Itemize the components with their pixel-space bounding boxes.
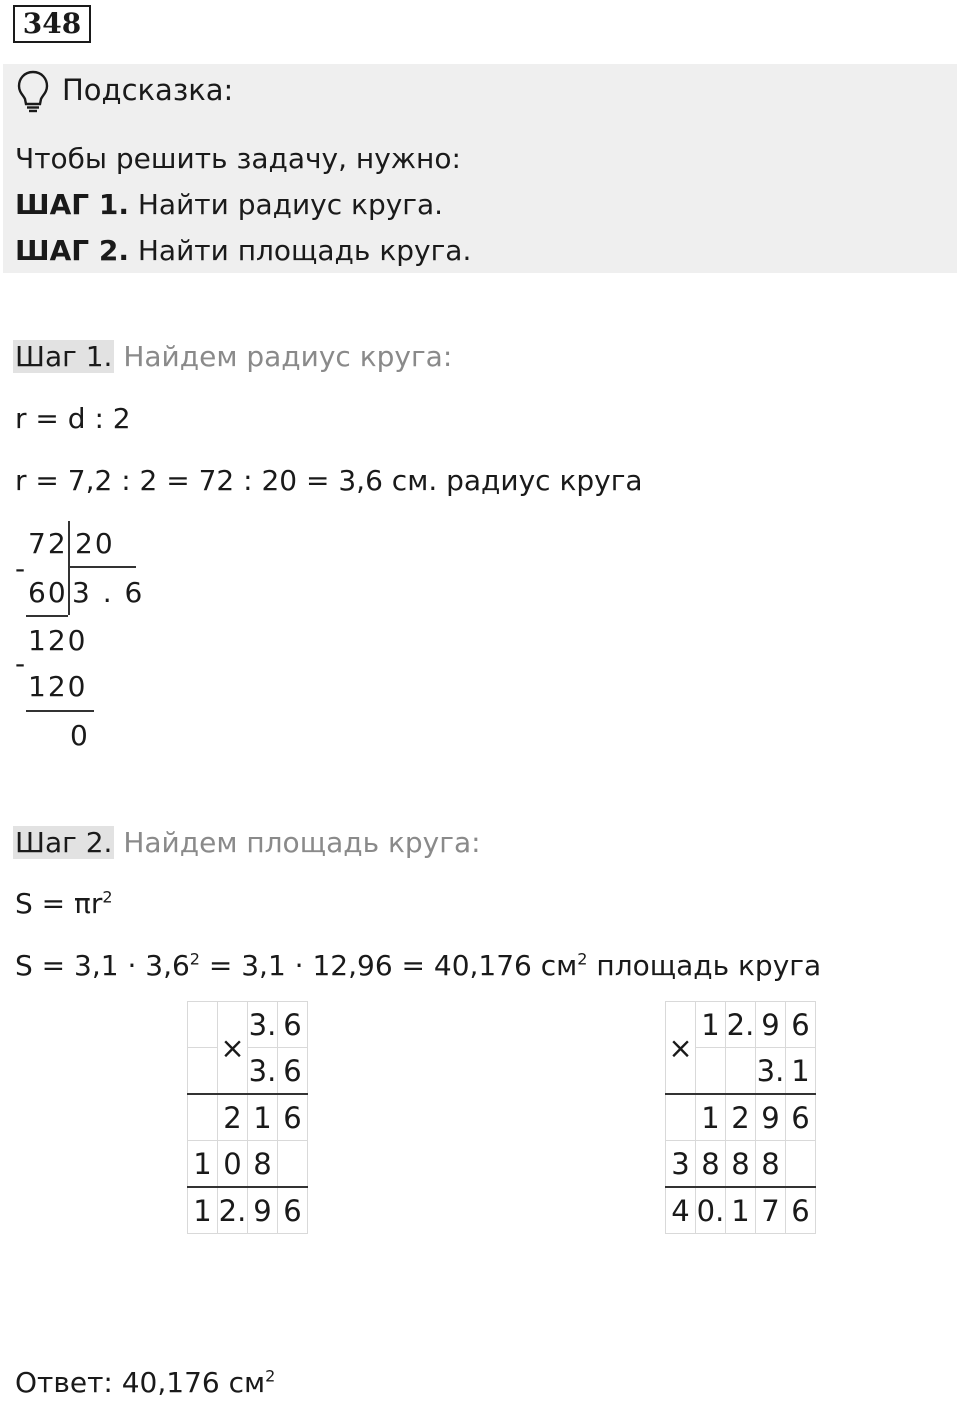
area-calc (15, 949, 821, 982)
division-rule-1 (26, 615, 68, 617)
division-divisor: 20 (75, 527, 115, 560)
grid-cell: 9 (756, 1094, 786, 1141)
exponent: 2 (102, 887, 113, 907)
division-subtrahend-2: 120 (28, 670, 88, 703)
area-calc-c: площадь круга (587, 949, 822, 982)
grid-cell: 1 (786, 1048, 816, 1095)
division-subtrahend-1: 60 (28, 576, 68, 609)
grid-cell: 3. (756, 1048, 786, 1095)
division-remainder-1: 120 (28, 624, 88, 657)
hint-step-1 (15, 188, 443, 221)
area-formula-main: S = πr (15, 887, 103, 920)
times-sign: × (218, 1002, 248, 1095)
grid-cell (696, 1048, 726, 1095)
grid-cell: 8 (726, 1141, 756, 1188)
grid-cell: 2 (218, 1094, 248, 1141)
step-label: Шаг 1. (15, 340, 113, 373)
step-label: Шаг 2. (15, 826, 113, 859)
hint-step-label: ШАГ 1. (15, 188, 129, 221)
division-bracket-horizontal (68, 566, 136, 568)
grid-cell: 1 (188, 1141, 218, 1188)
grid-cell (278, 1141, 308, 1188)
grid-cell: 6 (278, 1187, 308, 1234)
grid-cell: 8 (756, 1141, 786, 1188)
grid-cell: 9 (756, 1002, 786, 1048)
radius-formula: r = d : 2 (15, 402, 131, 435)
division-quotient: 3 . 6 (72, 576, 145, 609)
hint-title: Подсказка: (62, 73, 234, 107)
step2-heading (13, 826, 481, 859)
grid-cell (188, 1094, 218, 1141)
grid-cell: 6 (786, 1187, 816, 1234)
grid-cell: 7 (756, 1187, 786, 1234)
grid-cell: 8 (696, 1141, 726, 1188)
grid-cell: 2 (726, 1094, 756, 1141)
step-title: Найдем площадь круга: (114, 826, 481, 859)
grid-cell (188, 1002, 218, 1048)
grid-cell: 0 (218, 1141, 248, 1188)
grid-cell: 9 (248, 1187, 278, 1234)
grid-cell: 6 (786, 1002, 816, 1048)
step1-heading (13, 340, 452, 373)
grid-cell: 1 (696, 1094, 726, 1141)
exponent: 2 (577, 949, 588, 969)
area-calc-a: S = 3,1 · 3,6 (15, 949, 190, 982)
area-calc-b: = 3,1 · 12,96 = 40,176 см (199, 949, 578, 982)
grid-cell: 2. (726, 1002, 756, 1048)
times-sign: × (666, 1002, 696, 1095)
multiplication-grid-1 (187, 1001, 308, 1234)
minus-sign: - (15, 647, 28, 680)
grid-cell: 1 (248, 1094, 278, 1141)
grid-cell: 3 (666, 1141, 696, 1188)
grid-cell: 1 (188, 1187, 218, 1234)
exponent: 2 (265, 1366, 276, 1386)
grid-cell: 1 (696, 1002, 726, 1048)
minus-sign: - (15, 552, 28, 585)
grid-cell: 1 (726, 1187, 756, 1234)
grid-cell: 8 (248, 1141, 278, 1188)
hint-step-text: Найти радиус круга. (128, 188, 444, 221)
division-dividend: 72 (28, 527, 68, 560)
grid-cell: 6 (278, 1094, 308, 1141)
radius-calc: r = 7,2 : 2 = 72 : 20 = 3,6 см. радиус круга (15, 464, 643, 497)
step-title: Найдем радиус круга: (114, 340, 453, 373)
grid-cell: 4 (666, 1187, 696, 1234)
exponent: 2 (189, 949, 200, 969)
grid-cell (786, 1141, 816, 1188)
grid-cell: 6 (278, 1002, 308, 1048)
grid-cell: 2. (218, 1187, 248, 1234)
lightbulb-icon (16, 69, 50, 113)
multiplication-grid-2 (665, 1001, 816, 1234)
division-rule-2 (26, 710, 94, 712)
grid-cell: 3. (248, 1048, 278, 1095)
division-bracket-vertical (68, 521, 70, 615)
hint-step-text: Найти площадь круга. (128, 234, 472, 267)
grid-cell: 6 (786, 1094, 816, 1141)
division-result: 0 (70, 719, 90, 752)
answer-text: Ответ: 40,176 см (15, 1366, 266, 1399)
problem-number: 348 (13, 5, 91, 43)
hint-step-label: ШАГ 2. (15, 234, 129, 267)
grid-cell (726, 1048, 756, 1095)
grid-cell: 3. (248, 1002, 278, 1048)
grid-cell: 0. (696, 1187, 726, 1234)
answer (15, 1366, 275, 1399)
hint-intro: Чтобы решить задачу, нужно: (15, 142, 461, 175)
area-formula (15, 887, 113, 920)
grid-cell (666, 1094, 696, 1141)
grid-cell: 6 (278, 1048, 308, 1095)
grid-cell (188, 1048, 218, 1095)
hint-step-2 (15, 234, 471, 267)
